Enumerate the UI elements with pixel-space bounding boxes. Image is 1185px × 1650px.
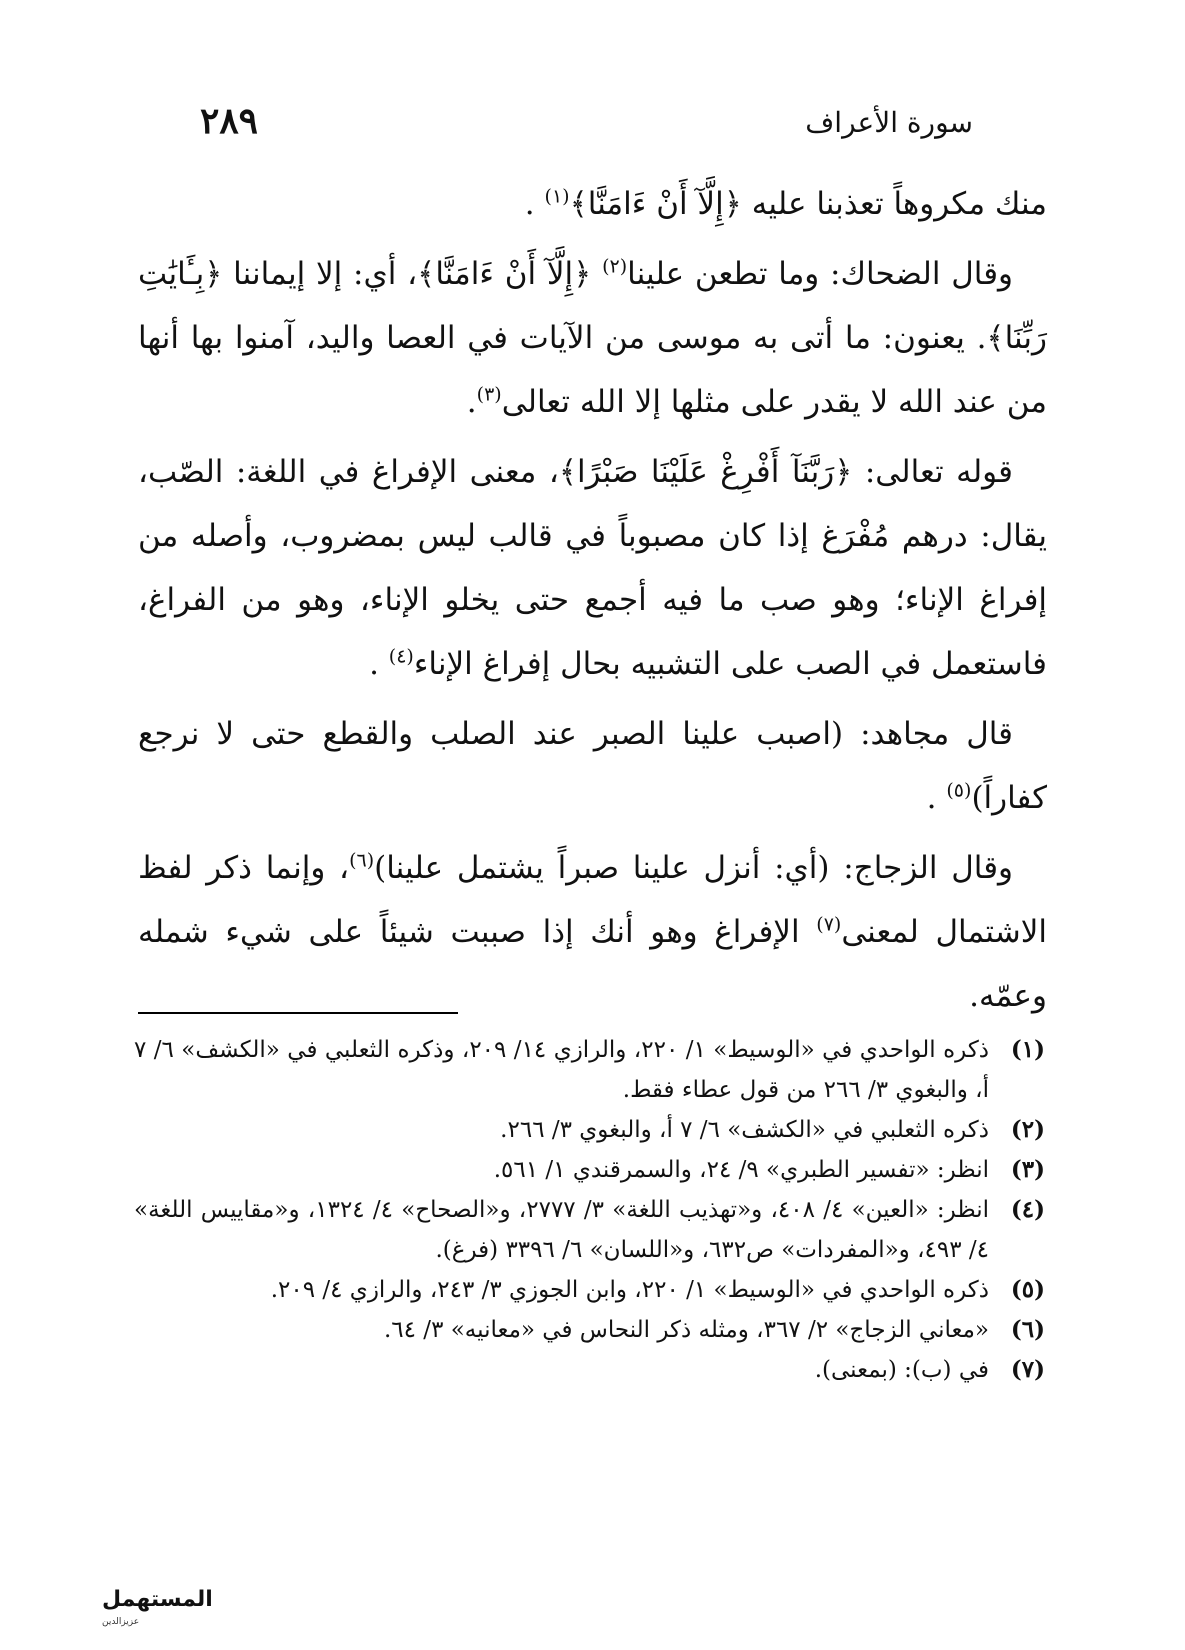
footnote-number: (٢) (1010, 1116, 1045, 1143)
footnote-text: انظر: «العين» ٤/ ٤٠٨، و«تهذيب اللغة» ٣/ ٢٧٧٧، و«الصحاح» ٤/ ١٣٢٤، و«مقاييس اللغة» ٤/ ٤٩٣، و«المفردات» ص٦٣٢، و«اللسان» ٦/ ٣٣٩٦ (فرغ). (134, 1197, 990, 1263)
paragraph-text: وقال الزجاج: (أي: أنزل علينا صبراً يشتمل علينا) (374, 850, 1013, 886)
footnote-ref: (٢) (602, 255, 628, 278)
paragraph-1 (138, 172, 1047, 236)
footnote-1 (134, 1030, 1045, 1110)
footnote-ref: (٦) (349, 849, 375, 872)
logo-small-text: عزيزالدين (102, 1617, 140, 1627)
paragraph-text: ، وإنما ذكر لفظ الاشتمال لمعنى (138, 850, 1048, 950)
paragraph-end: . (369, 646, 389, 682)
footnote-number: (٥) (1010, 1276, 1045, 1303)
footnote-ref: (٧) (816, 913, 842, 936)
paragraph-text: وقال الضحاك: وما تطعن علينا (627, 256, 1013, 292)
footnote-ref: (٥) (946, 779, 972, 802)
paragraph-4 (138, 702, 1047, 830)
footnote-divider (138, 1012, 458, 1014)
page-number: ٢٨٩ (200, 100, 259, 142)
paragraph-text: الإفراغ وهو أنك إذا صببت شيئاً على شيء شمله وعمّه. (138, 914, 1047, 1014)
footnote-number: (١) (1010, 1036, 1045, 1063)
footnote-number: (٤) (1010, 1196, 1045, 1223)
footnote-text: في (ب): (بمعنى). (814, 1357, 989, 1383)
footnote-5 (134, 1270, 1045, 1310)
paragraph-text: قوله تعالى: ﴿رَبَّنَآ أَفْرِغْ عَلَيْنَا صَبْرًا﴾، معنى الإفراغ في اللغة: الصّب، يقال: درهم مُفْرَغ إذا كان مصبوباً في قالب ليس بمضروب، وأصله من إفراغ الإناء؛ وهو صب ما فيه أجمع حتى يخلو الإناء، وهو من الفراغ، فاستعمل في الصب على التشبيه بحال إفراغ الإناء (138, 454, 1047, 682)
footnote-text: ذكره الواحدي في «الوسيط» ١/ ٢٢٠، والرازي ١٤/ ٢٠٩، وذكره الثعلبي في «الكشف» ٦/ ٧ أ، والبغوي ٣/ ٢٦٦ من قول عطاء فقط. (134, 1037, 990, 1103)
surah-title: سورة الأعراف (805, 106, 973, 139)
publisher-logo (14, 1568, 213, 1632)
footnote-2 (134, 1110, 1045, 1150)
page-header (200, 100, 973, 156)
footnote-6 (134, 1310, 1045, 1350)
footnote-ref: (٣) (476, 383, 502, 406)
footnote-7 (134, 1350, 1045, 1390)
main-text (138, 172, 1047, 1034)
footnote-number: (٣) (1010, 1156, 1045, 1183)
paragraph-end: . (926, 780, 947, 816)
paragraph-text: منك مكروهاً تعذبنا عليه ﴿إِلَّآ أَنْ ءَامَنَّا﴾ (569, 186, 1047, 222)
footnote-number: (٦) (1010, 1316, 1045, 1343)
footnote-4 (134, 1190, 1045, 1270)
footnote-text: انظر: «تفسير الطبري» ٩/ ٢٤، والسمرقندي ١/ ٥٦١. (493, 1157, 989, 1183)
footnote-text: «معاني الزجاج» ٢/ ٣٦٧، ومثله ذكر النحاس في «معانيه» ٣/ ٦٤. (383, 1317, 989, 1343)
footnote-ref: (١) (544, 185, 570, 208)
footnote-number: (٧) (1010, 1356, 1045, 1383)
footnote-3 (134, 1150, 1045, 1190)
footnotes (134, 1030, 1045, 1390)
logo-main-text: المستهمل (102, 1587, 213, 1612)
paragraph-5 (138, 836, 1047, 1028)
footnote-ref: (٤) (388, 645, 414, 668)
paragraph-3 (138, 440, 1047, 696)
paragraph-text: قال مجاهد: (اصبب علينا الصبر عند الصلب والقطع حتى لا نرجع كفاراً) (138, 716, 1047, 816)
footnote-text: ذكره الثعلبي في «الكشف» ٦/ ٧ أ، والبغوي ٣/ ٢٦٦. (500, 1117, 989, 1143)
paragraph-2 (138, 242, 1047, 434)
paragraph-text: ﴿إِلَّآ أَنْ ءَامَنَّا﴾، أي: إلا إيماننا ﴿بِـَٔايَٰتِ رَبِّنَا﴾. يعنون: ما أتى به موسى من الآيات في العصا واليد، آمنوا بها أنها من عند الله لا يقدر على مثلها إلا الله تعالى (138, 256, 1047, 420)
footnote-text: ذكره الواحدي في «الوسيط» ١/ ٢٢٠، وابن الجوزي ٣/ ٢٤٣، والرازي ٤/ ٢٠٩. (270, 1277, 989, 1303)
paragraph-end: . (524, 186, 545, 222)
paragraph-end: . (466, 384, 477, 420)
